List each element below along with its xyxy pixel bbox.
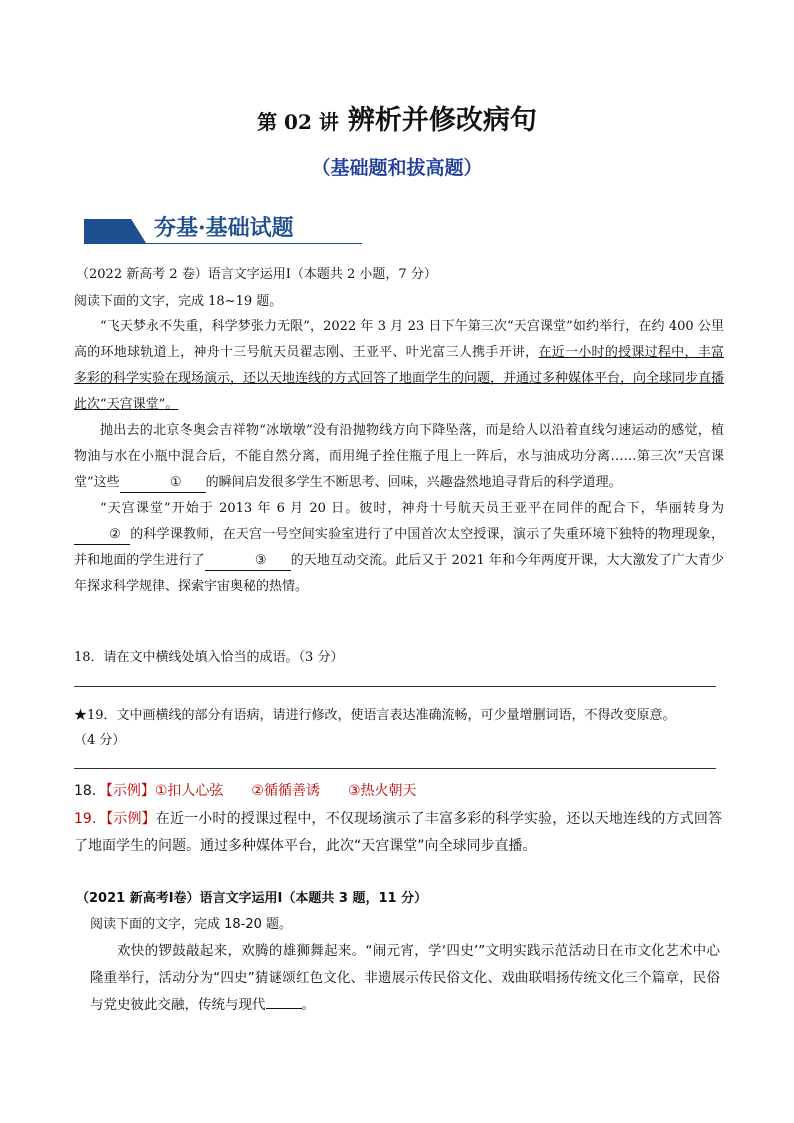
- passage-paragraph-2: 抛出去的北京冬奥会吉祥物“冰墩墩”没有沿抛物线方向下降坠落，而是给人以沿着直线匀速运动的感觉，植物油与水在小瓶中混合后，不能自然分离，而用绳子拴住瓶子甩上一阵后，水与油成功分离……第三次“天宫课堂”这些 ① 的瞬间启发很多学生不断思考、回味，兴趣盎然地追寻背后的科学道理。: [74, 418, 724, 496]
- blank-2021-1: [266, 1008, 302, 1009]
- reading-instruction-2021: 阅读下面的文字，完成 18-20 题。: [90, 917, 293, 932]
- banner-divider: [84, 243, 362, 244]
- page-subtitle: （基础题和拔高题）: [311, 157, 483, 179]
- answer-19-number: 19．: [74, 811, 107, 827]
- answer-18-number: 18．: [74, 783, 106, 799]
- passage-paragraph-3: “天宫课堂”开始于 2013 年 6 月 20 日。彼时，神舟十号航天员王亚平在同伴的配合下，华丽转身为② 的科学课教师，在天宫一号空间实验室进行了中国首次太空授课，演示了失重环境下独特的物理现象，并和地面的学生进行了 ③ 的天地互动交流。此后又于 2021 年和今年两度开课，大大激发了广大青少年探求科学规律、探索宇宙奥秘的热情。: [74, 501, 724, 594]
- section-banner-title: 夯基·基础试题: [154, 215, 294, 241]
- blank-1: ①: [120, 474, 206, 493]
- passage-2022: [74, 314, 724, 600]
- answer-line-19: [74, 768, 716, 769]
- answer-line-18: [74, 686, 716, 687]
- question-source-2021: （2021 新高考Ⅰ卷）语言文字运用Ⅰ（本题共 3 题，11 分）: [76, 891, 428, 906]
- question-19-line-2: （4 分）: [74, 733, 126, 748]
- section-banner: [84, 211, 362, 245]
- lecture-title: 辨析并修改病句: [347, 105, 537, 136]
- answer-18-item-2: ②循循善诱: [251, 783, 320, 799]
- passage-paragraph-1: “飞天梦永不失重，科学梦张力无限”，2022 年 3 月 23 日下午第三次“天宫课堂”如约举行，在约 400 公里高的环地球轨道上，神舟十三号航天员翟志刚、王亚平、叶光富三人携手开讲，在近一小时的授课过程中，丰富多彩的科学实验在现场演示，还以天地连线的方式回答了地面学生的问题，并通过多种媒体平台，向全球同步直播此次“天宫课堂”。: [74, 319, 725, 412]
- underlined-faulty-sentence: 在近一小时的授课过程中，丰富多彩的科学实验在现场演示，还以天地连线的方式回答了地面学生的问题，并通过多种媒体平台，向全球同步直播此次“天宫课堂”。: [74, 345, 725, 412]
- answer-19-text: 在近一小时的授课过程中，不仅现场演示了丰富多彩的科学实验，还以天地连线的方式回答了地面学生的问题。通过多种媒体平台，此次“天宫课堂”向全球同步直播。: [74, 811, 722, 854]
- lecture-number: 第 02 讲: [257, 110, 339, 134]
- page-title: [0, 98, 794, 137]
- blank-2: ②: [74, 526, 130, 545]
- banner-flag-icon: [84, 219, 146, 243]
- question-18: 18．请在文中横线处填入恰当的成语。（3 分）: [74, 650, 344, 665]
- answer-18-tag: 【示例】: [105, 783, 155, 799]
- answer-18-item-3: ③热火朝天: [347, 783, 417, 799]
- passage-2021: [90, 938, 720, 1019]
- answer-19: [74, 806, 722, 860]
- reading-instruction-2022: 阅读下面的文字，完成 18~19 题。: [74, 294, 283, 309]
- passage-2021-paragraph-1: 欢快的锣鼓敲起来，欢腾的雄狮舞起来。“闹元宵，学‘四史’”文明实践示范活动日在市文化艺术中心隆重举行，活动分为“四史”猜谜颂红色文化、非遗展示传民俗文化、戏曲联唱扬传统文化三个篇章，民俗与党史彼此交融，传统与现代 。: [90, 943, 720, 1013]
- blank-3: ③: [205, 552, 291, 571]
- answer-19-tag: 【示例】: [106, 811, 156, 827]
- answer-18: [74, 780, 417, 800]
- question-19-line-1: ★19．文中画横线的部分有语病，请进行修改，使语言表达准确流畅，可少量增删词语，不得改变原意。: [74, 708, 676, 723]
- answer-18-item-1: ①扣人心弦: [154, 783, 224, 799]
- question-source-2022: （2022 新高考 2 卷）语言文字运用Ⅰ（本题共 2 小题，7 分）: [76, 267, 437, 282]
